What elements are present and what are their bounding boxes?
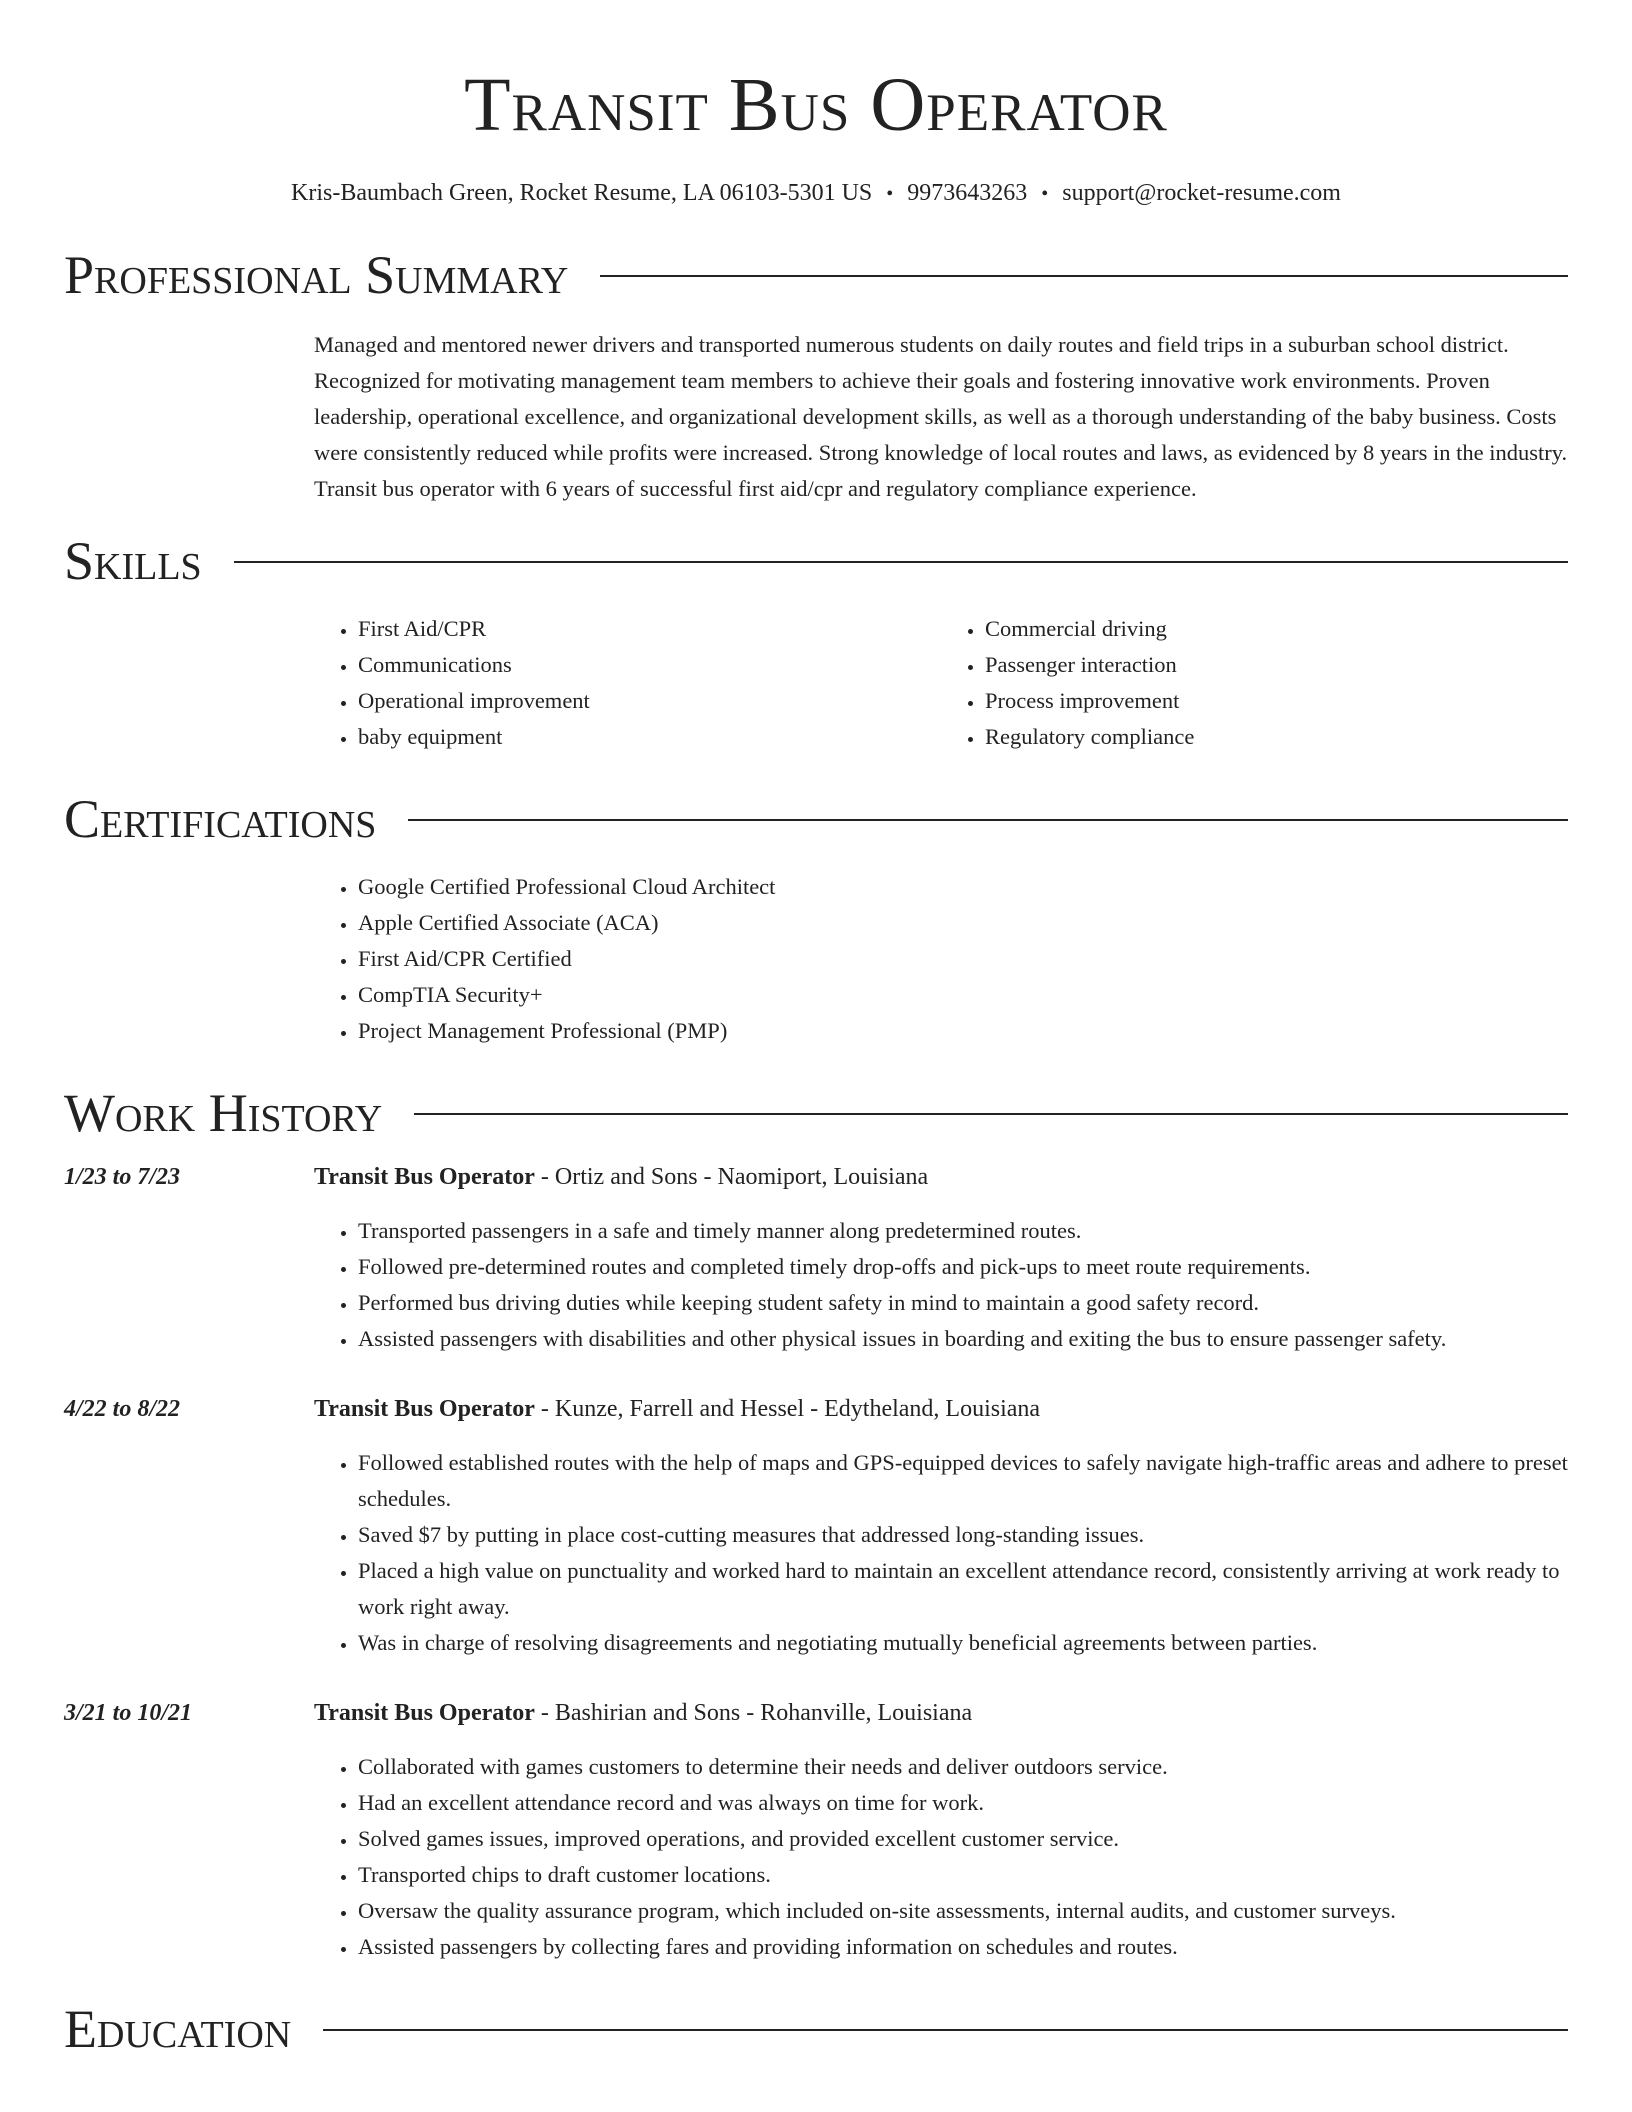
job-row bbox=[64, 1391, 1568, 1427]
job-heading bbox=[314, 1695, 972, 1731]
summary-section bbox=[64, 245, 1568, 507]
section-title-work-history: Work History bbox=[64, 1083, 383, 1143]
summary-header bbox=[64, 245, 1568, 305]
job-heading bbox=[314, 1159, 928, 1195]
job-heading bbox=[314, 1391, 1040, 1427]
contact-separator: • bbox=[886, 183, 894, 205]
resume-title: Transit Bus Operator bbox=[464, 63, 1168, 147]
section-divider bbox=[600, 275, 1568, 277]
job-entry bbox=[64, 1159, 1568, 1357]
job-bullet: • Collaborated with games customers to determine their needs and deliver outdoors service. bbox=[358, 1749, 1568, 1785]
job-bullet: • Oversaw the quality assurance program, which included on-site assessments, internal audits, and customer surveys. bbox=[358, 1893, 1568, 1929]
job-bullet: • Placed a high value on punctuality and worked hard to maintain an excellent attendance record, consistently arriving at work ready to work right away. bbox=[358, 1553, 1568, 1625]
job-employer: - Bashirian and Sons - Rohanville, Louisiana bbox=[534, 1700, 973, 1726]
section-divider bbox=[408, 819, 1568, 821]
certification-item: • Google Certified Professional Cloud Architect bbox=[358, 869, 1568, 905]
section-title-skills: Skills bbox=[64, 531, 202, 591]
skill-item: • Regulatory compliance bbox=[985, 719, 1568, 755]
skills-header bbox=[64, 531, 1568, 591]
job-bullets bbox=[314, 1195, 1568, 1357]
section-title-certifications: Certifications bbox=[64, 789, 377, 849]
skill-item: • Operational improvement bbox=[358, 683, 941, 719]
job-bullet: • Transported chips to draft customer locations. bbox=[358, 1857, 1568, 1893]
work-history-header bbox=[64, 1083, 1568, 1143]
summary-text: Managed and mentored newer drivers and transported numerous students on daily routes and field trips in a suburban school district. Recognized for motivating management team members to achieve their goals and fostering innovative work environments. Proven leadership, operational excellence, and organizational development skills, as well as a thorough understanding of the baby business. Costs were consistently reduced while profits were increased. Strong knowledge of local routes and laws, as evidenced by 8 years in the industry. Transit bus operator with 6 years of successful first aid/cpr and regulatory compliance experience. bbox=[314, 332, 1568, 501]
job-bullet: • Transported passengers in a safe and timely manner along predetermined routes. bbox=[358, 1213, 1568, 1249]
certification-item: • Project Management Professional (PMP) bbox=[358, 1013, 1568, 1049]
contact-address: Kris-Baumbach Green, Rocket Resume, LA 06103-5301 US bbox=[291, 180, 873, 206]
skill-item: • Process improvement bbox=[985, 683, 1568, 719]
summary-content bbox=[314, 305, 1568, 507]
job-bullet: • Followed pre-determined routes and completed timely drop-offs and pick-ups to meet route requirements. bbox=[358, 1249, 1568, 1285]
job-entry bbox=[64, 1391, 1568, 1661]
certifications-content bbox=[314, 849, 1568, 1049]
certifications-list bbox=[314, 849, 1568, 1049]
section-divider bbox=[414, 1113, 1568, 1115]
skills-grid bbox=[314, 591, 1568, 755]
education-header bbox=[64, 1999, 1568, 2059]
job-dates: 3/21 to 10/21 bbox=[64, 1700, 193, 1726]
skill-item: • Passenger interaction bbox=[985, 647, 1568, 683]
contact-email[interactable]: support@rocket-resume.com bbox=[1062, 180, 1341, 206]
skill-item: • First Aid/CPR bbox=[358, 611, 941, 647]
certification-item: • CompTIA Security+ bbox=[358, 977, 1568, 1013]
skills-list-left bbox=[314, 611, 941, 755]
skill-item: • baby equipment bbox=[358, 719, 941, 755]
certification-item: • Apple Certified Associate (ACA) bbox=[358, 905, 1568, 941]
job-dates: 1/23 to 7/23 bbox=[64, 1164, 181, 1190]
contact-separator: • bbox=[1041, 183, 1049, 205]
education-section bbox=[64, 1999, 1568, 2059]
job-employer: - Ortiz and Sons - Naomiport, Louisiana bbox=[534, 1164, 929, 1190]
job-bullets bbox=[314, 1731, 1568, 1965]
job-bullet: • Assisted passengers with disabilities and other physical issues in boarding and exiting the bus to ensure passenger safety. bbox=[358, 1321, 1568, 1357]
job-row bbox=[64, 1159, 1568, 1195]
section-title-education: Education bbox=[64, 1999, 292, 2059]
job-title: Transit Bus Operator bbox=[314, 1164, 535, 1190]
section-divider bbox=[323, 2029, 1568, 2031]
certifications-header bbox=[64, 789, 1568, 849]
job-bullet: • Saved $7 by putting in place cost-cutting measures that addressed long-standing issues. bbox=[358, 1517, 1568, 1553]
job-bullet: • Solved games issues, improved operations, and provided excellent customer service. bbox=[358, 1821, 1568, 1857]
job-title: Transit Bus Operator bbox=[314, 1700, 535, 1726]
skill-item: • Commercial driving bbox=[985, 611, 1568, 647]
section-title-summary: Professional Summary bbox=[64, 245, 569, 305]
job-bullet: • Performed bus driving duties while keeping student safety in mind to maintain a good safety record. bbox=[358, 1285, 1568, 1321]
skills-list-right bbox=[941, 611, 1568, 755]
job-employer: - Kunze, Farrell and Hessel - Edytheland, Louisiana bbox=[534, 1396, 1041, 1422]
job-entry bbox=[64, 1695, 1568, 1965]
work-history-section bbox=[64, 1083, 1568, 1965]
contact-phone: 9973643263 bbox=[907, 180, 1028, 206]
skills-section bbox=[64, 531, 1568, 755]
job-bullets bbox=[314, 1427, 1568, 1661]
job-bullet: • Had an excellent attendance record and was always on time for work. bbox=[358, 1785, 1568, 1821]
job-bullet: • Was in charge of resolving disagreements and negotiating mutually beneficial agreements between parties. bbox=[358, 1625, 1568, 1661]
job-title: Transit Bus Operator bbox=[314, 1396, 535, 1422]
job-row bbox=[64, 1695, 1568, 1731]
job-bullet: • Followed established routes with the help of maps and GPS-equipped devices to safely navigate high-traffic areas and adhere to preset schedules. bbox=[358, 1445, 1568, 1517]
contact-line bbox=[64, 178, 1568, 209]
skill-item: • Communications bbox=[358, 647, 941, 683]
job-dates: 4/22 to 8/22 bbox=[64, 1396, 181, 1422]
certifications-section bbox=[64, 789, 1568, 1049]
job-bullet: • Assisted passengers by collecting fares and providing information on schedules and routes. bbox=[358, 1929, 1568, 1965]
section-divider bbox=[234, 561, 1568, 563]
certification-item: • First Aid/CPR Certified bbox=[358, 941, 1568, 977]
